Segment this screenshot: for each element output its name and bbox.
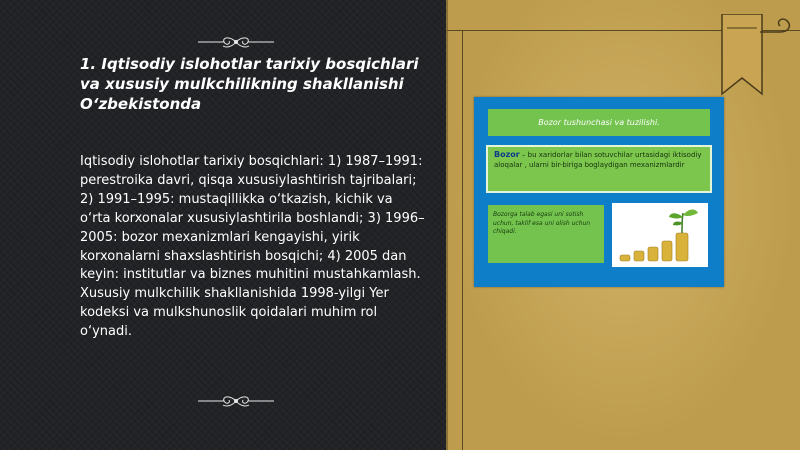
ornament-bottom-icon [196,393,276,409]
ornament-top-icon [196,34,276,50]
inset-note-box: Bozorga talab egasi uni sotish uchun, taklif esa uni olish uchun chiqadi. [488,205,604,263]
inset-definition-box [486,145,712,193]
inset-slide-image [474,97,724,287]
page-title: 1. Iqtisodiy islohotlar tarixiy bosqichlari va xususiy mulkchilikning shakllanishi O‘zbekistonda [80,55,419,113]
panel-divider [446,0,448,450]
frame-line-left [462,30,463,450]
inset-definition-term: Bozor [494,150,520,159]
inset-definition-text: – bu xaridorlar bilan sotuvchilar urtasidagi iktisodiy aloqalar , ularni bir-biriga boglaydigan mexanizmlardir [494,151,702,169]
coins-plant-icon [612,203,708,267]
inset-image-box [612,203,708,267]
bookmark-ribbon-icon [719,14,765,96]
body-text: Iqtisodiy islohotlar tarixiy bosqichlari: 1) 1987–1991: perestroika davri, qisqa xususiylashtirish tajribalari; 2) 1991–1995: mustaqillikka o‘tkazish, kichik va o‘rta korxonalar xususiylashtirila boshlandi; 3) 1996–2005: bozor mexanizmlari kengayishi, yirik korxonalarni shaxslashtirish bosqichi; 4) 2005 dan keyin: institutlar va biznes muhitini mustahkamlash. Xususiy mulkchilik shakllanishida 1998-yilgi Yer kodeksi va mulkshunoslik qoidalari muhim rol o‘ynadi. [80,154,425,340]
page-curl-icon [760,16,794,42]
inset-title: Bozor tushunchasi va tuzilishi. [488,109,710,136]
